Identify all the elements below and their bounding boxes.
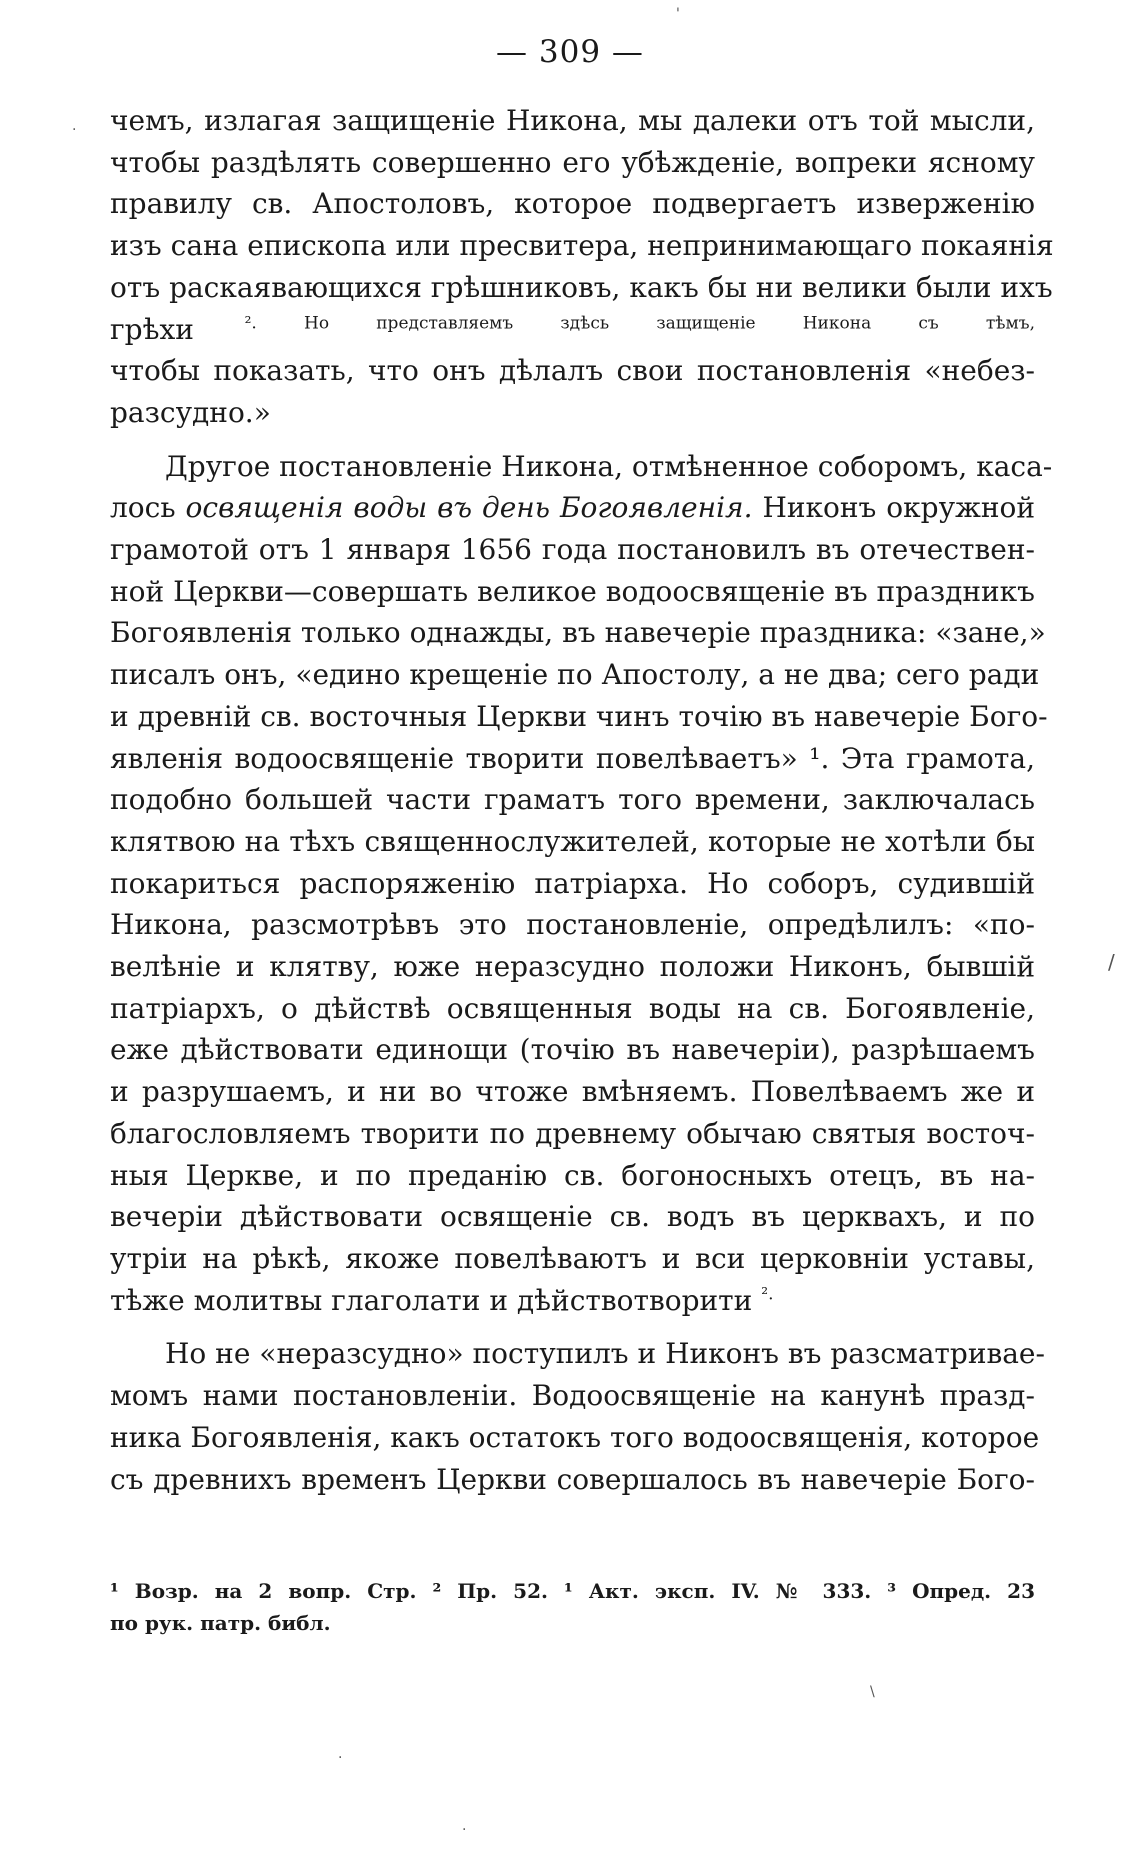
- text-line: Но не «неразсудно» поступилъ и Никонъ въ разсматривае-: [165, 1337, 1045, 1371]
- footnote-ref: ².: [761, 1284, 774, 1305]
- text-line: ника Богоявленія, какъ остатокъ того водоосвященія, которое: [110, 1420, 1040, 1454]
- text-fragment: тѣже молитвы глаголати и дѣйствотворити: [110, 1283, 753, 1317]
- text-line: вечеріи дѣйствовати освященіе св. водъ въ церквахъ, и по: [110, 1200, 1035, 1234]
- text-line: грамотой отъ 1 января 1656 года постановилъ въ отечествен-: [110, 533, 1035, 567]
- text-fragment: ¹. Эта грамота,: [809, 741, 1035, 775]
- footnotes: [110, 1575, 1035, 1639]
- text-line: изъ сана епископа или пресвитера, непринимающаго покаянія: [110, 229, 1054, 263]
- footnote-divider: [110, 1550, 310, 1551]
- print-speck: ·: [462, 1822, 467, 1838]
- text-line: и древній св. восточныя Церкви чинъ точію въ навечеріе Бого-: [110, 699, 1048, 733]
- text-line: правилу св. Апостоловъ, которое подвергаетъ изверженію: [110, 187, 1035, 221]
- text-line: подобно большей части граматъ того времени, заключалась: [110, 783, 1035, 817]
- text-line: момъ нами постановленіи. Водоосвященіе на канунѣ празд-: [110, 1379, 1035, 1413]
- footnote-line: по рук. патр. библ.: [110, 1611, 331, 1635]
- text-line: отъ раскаявающихся грѣшниковъ, какъ бы ни велики были ихъ: [110, 270, 1053, 304]
- print-speck: ·: [72, 122, 77, 138]
- print-speck: /: [1108, 950, 1115, 974]
- text-line: Другое постановленіе Никона, отмѣненное соборомъ, каса-: [165, 449, 1053, 483]
- print-speck: ': [676, 6, 680, 22]
- footnote-line: ¹ Возр. на 2 вопр. Стр. ² Пр. 52. ¹ Акт. эксп. IV. № 333. ³ Опред. 23: [110, 1579, 1035, 1603]
- paragraph-gap: [110, 1321, 1035, 1333]
- text-fragment: Никонъ окружной: [762, 491, 1036, 525]
- text-line: патріархъ, о дѣйствѣ освященныя воды на св. Богоявленіе,: [110, 991, 1035, 1025]
- text-line: благословляемъ творити по древнему обычаю святыя восточ-: [110, 1116, 1035, 1150]
- text-line: [110, 309, 1035, 351]
- text-line: и разрушаемъ, и ни во чтоже вмѣняемъ. Повелѣваемъ же и: [110, 1075, 1035, 1109]
- text-line: Богоявленія только однажды, въ навечеріе праздника: «зане,»: [110, 616, 1046, 650]
- text-line: съ древнихъ временъ Церкви совершалось въ навечеріе Бого-: [110, 1462, 1035, 1496]
- text-fragment: грѣхи: [110, 312, 194, 346]
- paragraph-gap: [110, 434, 1035, 446]
- text-line: чемъ, излагая защищеніе Никона, мы далеки отъ той мысли,: [110, 104, 1035, 137]
- text-line: покариться распоряженію патріарха. Но соборъ, судившій: [110, 866, 1035, 900]
- page-number: — 309 —: [496, 34, 644, 70]
- text-line: клятвою на тѣхъ священнослужителей, которые не хотѣли бы: [110, 824, 1035, 858]
- print-speck: ·: [338, 1750, 343, 1766]
- text-line: чтобы раздѣлять совершенно его убѣжденіе, вопреки ясному: [110, 145, 1035, 179]
- text-fragment: явленія водоосвященіе творити повелѣваетъ»: [110, 741, 798, 775]
- text-line: разсудно.»: [110, 395, 271, 429]
- text-line: чтобы показать, что онъ дѣлалъ свои постановленія «небез-: [110, 354, 1035, 388]
- footnote-ref: ². Но представляемъ здѣсь защищеніе Никона съ тѣмъ,: [244, 313, 1035, 334]
- text-line: [110, 1280, 1035, 1322]
- text-line: Никона, разсмотрѣвъ это постановленіе, опредѣлилъ: «по-: [110, 908, 1035, 942]
- text-fragment: лось: [110, 491, 176, 525]
- text-line: писалъ онъ, «едино крещеніе по Апостолу, а не два; сего ради: [110, 658, 1040, 692]
- italic-phrase: освященія воды въ день Богоявленія.: [185, 491, 753, 525]
- body-text: [110, 100, 1054, 1500]
- text-line: утріи на рѣкѣ, якоже повелѣваютъ и вси церковніи уставы,: [110, 1241, 1035, 1275]
- text-line: ныя Церкве, и по преданію св. богоносныхъ отецъ, въ на-: [110, 1158, 1035, 1192]
- print-speck: \: [870, 1684, 875, 1700]
- text-line: еже дѣйствовати единощи (точію въ навечеріи), разрѣшаемъ: [110, 1033, 1035, 1067]
- text-line: ной Церкви—совершать великое водоосвященіе въ праздникъ: [110, 574, 1035, 608]
- text-line: [110, 487, 1035, 529]
- text-line: велѣніе и клятву, юже неразсудно положи Никонъ, бывшій: [110, 950, 1035, 984]
- text-line: [110, 738, 1035, 780]
